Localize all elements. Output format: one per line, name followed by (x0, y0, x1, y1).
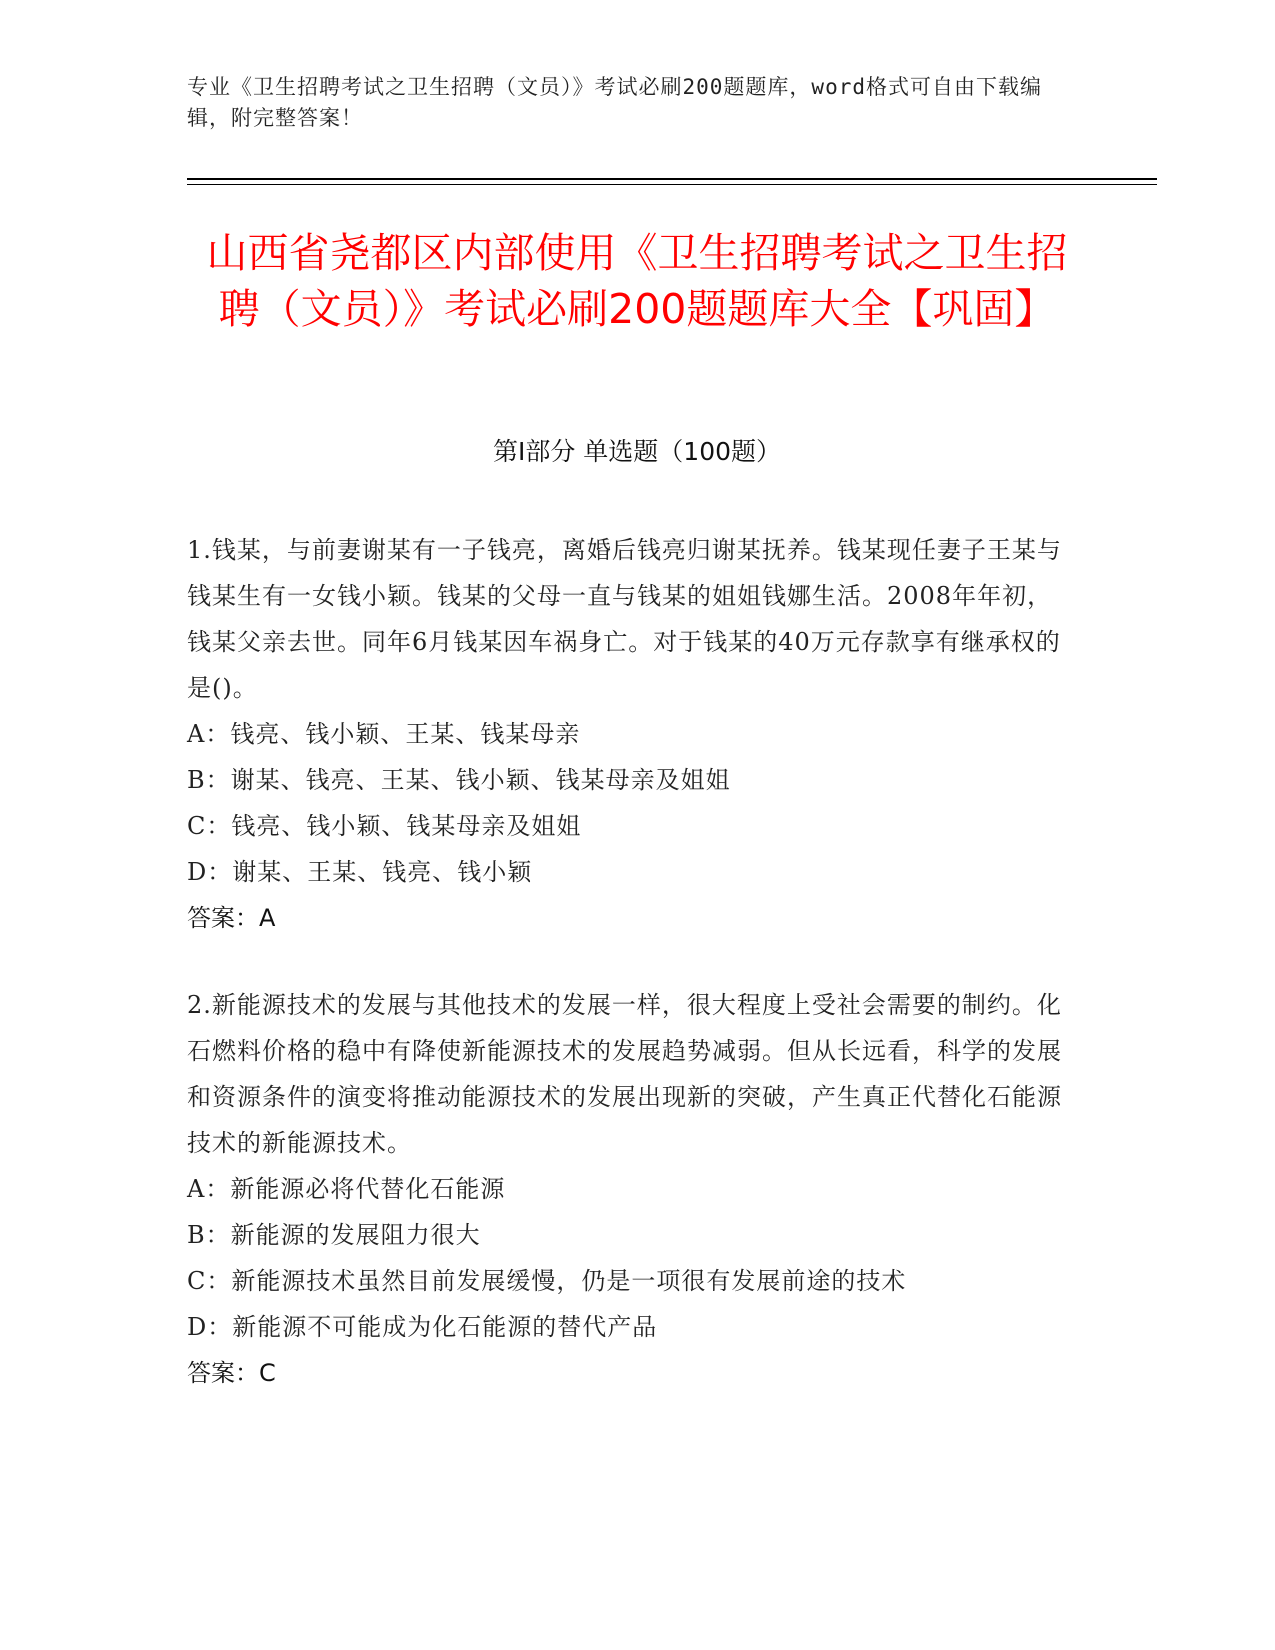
option-b: B：谢某、钱亮、王某、钱小颖、钱某母亲及姐姐 (187, 766, 731, 794)
option-d: D：谢某、王某、钱亮、钱小颖 (187, 858, 533, 886)
option-c: C：钱亮、钱小颖、钱某母亲及姐姐 (187, 812, 582, 840)
header-divider-thin (187, 184, 1157, 185)
document-title: 山西省尧都区内部使用《卫生招聘考试之卫生招聘（文员）》考试必刷200题题库大全【巩固】 (206, 229, 1068, 333)
header-divider-thick (187, 178, 1157, 180)
option-d: D：新能源不可能成为化石能源的替代产品 (187, 1313, 658, 1341)
answer-label: 答案：A (187, 904, 276, 932)
option-c: C：新能源技术虽然目前发展缓慢，仍是一项很有发展前途的技术 (187, 1267, 907, 1295)
question-2 (187, 982, 1067, 1396)
question-1 (187, 527, 1067, 941)
header-note: 专业《卫生招聘考试之卫生招聘（文员）》考试必刷200题题库，word格式可自由下载编辑，附完整答案！ (187, 75, 1042, 130)
option-a: A：新能源必将代替化石能源 (187, 1175, 506, 1203)
section-title: 第I部分 单选题（100题） (492, 437, 782, 466)
option-a: A：钱亮、钱小颖、王某、钱某母亲 (187, 720, 581, 748)
question-stem: 2.新能源技术的发展与其他技术的发展一样，很大程度上受社会需要的制约。化石燃料价格的稳中有降使新能源技术的发展趋势减弱。但从长远看，科学的发展和资源条件的演变将推动能源技术的发展出现新的突破，产生真正代替化石能源技术的新能源技术。 (187, 991, 1062, 1157)
option-b: B：新能源的发展阻力很大 (187, 1221, 481, 1249)
question-stem: 1.钱某，与前妻谢某有一子钱亮，离婚后钱亮归谢某抚养。钱某现任妻子王某与钱某生有一女钱小颖。钱某的父母一直与钱某的姐姐钱娜生活。2008年年初，钱某父亲去世。同年6月钱某因车祸身亡。对于钱某的40万元存款享有继承权的是()。 (187, 536, 1062, 702)
answer-label: 答案：C (187, 1359, 276, 1387)
